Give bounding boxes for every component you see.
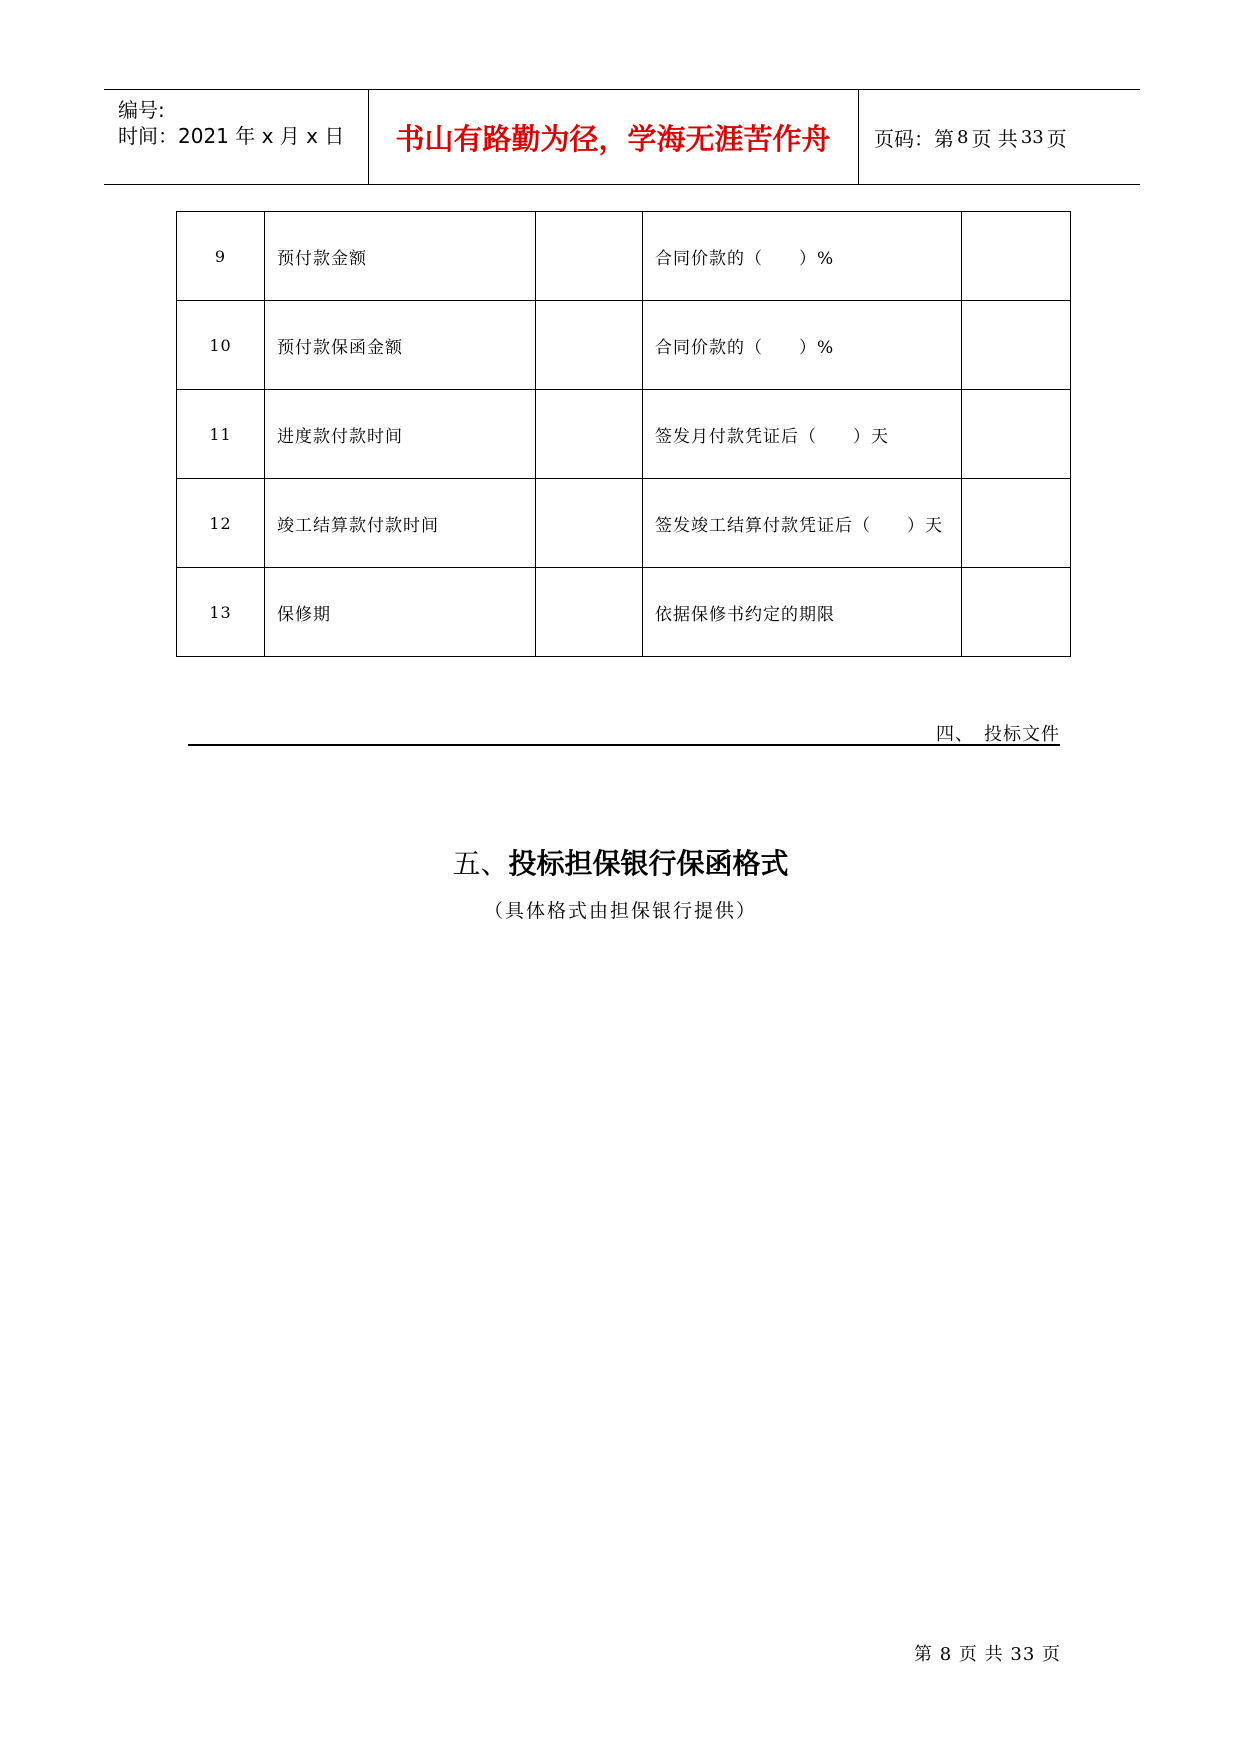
header-motto-cell bbox=[368, 90, 859, 184]
row-requirement: 依据保修书约定的期限 bbox=[643, 568, 962, 657]
row-number: 11 bbox=[177, 390, 265, 479]
row-blank bbox=[536, 568, 643, 657]
row-note bbox=[962, 568, 1071, 657]
date-label: 时间：2021 年 x 月 x 日 bbox=[118, 124, 345, 148]
contract-terms-table bbox=[176, 211, 1071, 657]
section5-subtitle: （具体格式由担保银行提供） bbox=[483, 900, 757, 922]
row-blank bbox=[536, 301, 643, 390]
header-page-info bbox=[860, 90, 1140, 184]
page-footer: 第 8 页 共 33 页 bbox=[914, 1644, 1061, 1665]
section5-title: 投标担保银行保函格式 bbox=[508, 847, 789, 880]
row-note bbox=[962, 479, 1071, 568]
row-requirement: 签发月付款凭证后（ ）天 bbox=[643, 390, 962, 479]
section5-heading bbox=[0, 842, 1241, 882]
row-number: 13 bbox=[177, 568, 265, 657]
row-blank bbox=[536, 212, 643, 301]
row-item: 竣工结算款付款时间 bbox=[265, 479, 536, 568]
section4-heading: 四、 投标文件 bbox=[936, 724, 1060, 745]
page-header bbox=[104, 89, 1140, 185]
row-requirement: 合同价款的（ ）% bbox=[643, 212, 962, 301]
row-note bbox=[962, 390, 1071, 479]
table-row bbox=[177, 301, 1071, 390]
page-suffix: 页 bbox=[1046, 126, 1067, 151]
row-blank bbox=[536, 479, 643, 568]
section4-heading-line bbox=[188, 720, 1060, 746]
table-row bbox=[177, 568, 1071, 657]
table-row bbox=[177, 390, 1071, 479]
serial-label: 编号: bbox=[118, 98, 165, 122]
row-item: 保修期 bbox=[265, 568, 536, 657]
page-current: 8 bbox=[957, 126, 969, 148]
header-meta bbox=[104, 90, 369, 184]
page-prefix: 页码：第 bbox=[874, 126, 954, 151]
header-motto: 书山有路勤为径，学海无涯苦作舟 bbox=[395, 121, 831, 156]
row-number: 10 bbox=[177, 301, 265, 390]
row-item: 预付款金额 bbox=[265, 212, 536, 301]
table-row bbox=[177, 479, 1071, 568]
row-note bbox=[962, 301, 1071, 390]
row-note bbox=[962, 212, 1071, 301]
row-item: 预付款保函金额 bbox=[265, 301, 536, 390]
table-row bbox=[177, 212, 1071, 301]
page-total: 33 bbox=[1020, 126, 1044, 148]
row-number: 12 bbox=[177, 479, 265, 568]
row-number: 9 bbox=[177, 212, 265, 301]
page-mid: 页 共 bbox=[971, 126, 1018, 151]
row-requirement: 合同价款的（ ）% bbox=[643, 301, 962, 390]
section5-number: 五、 bbox=[452, 847, 509, 880]
row-blank bbox=[536, 390, 643, 479]
row-requirement: 签发竣工结算付款凭证后（ ）天 bbox=[643, 479, 962, 568]
row-item: 进度款付款时间 bbox=[265, 390, 536, 479]
